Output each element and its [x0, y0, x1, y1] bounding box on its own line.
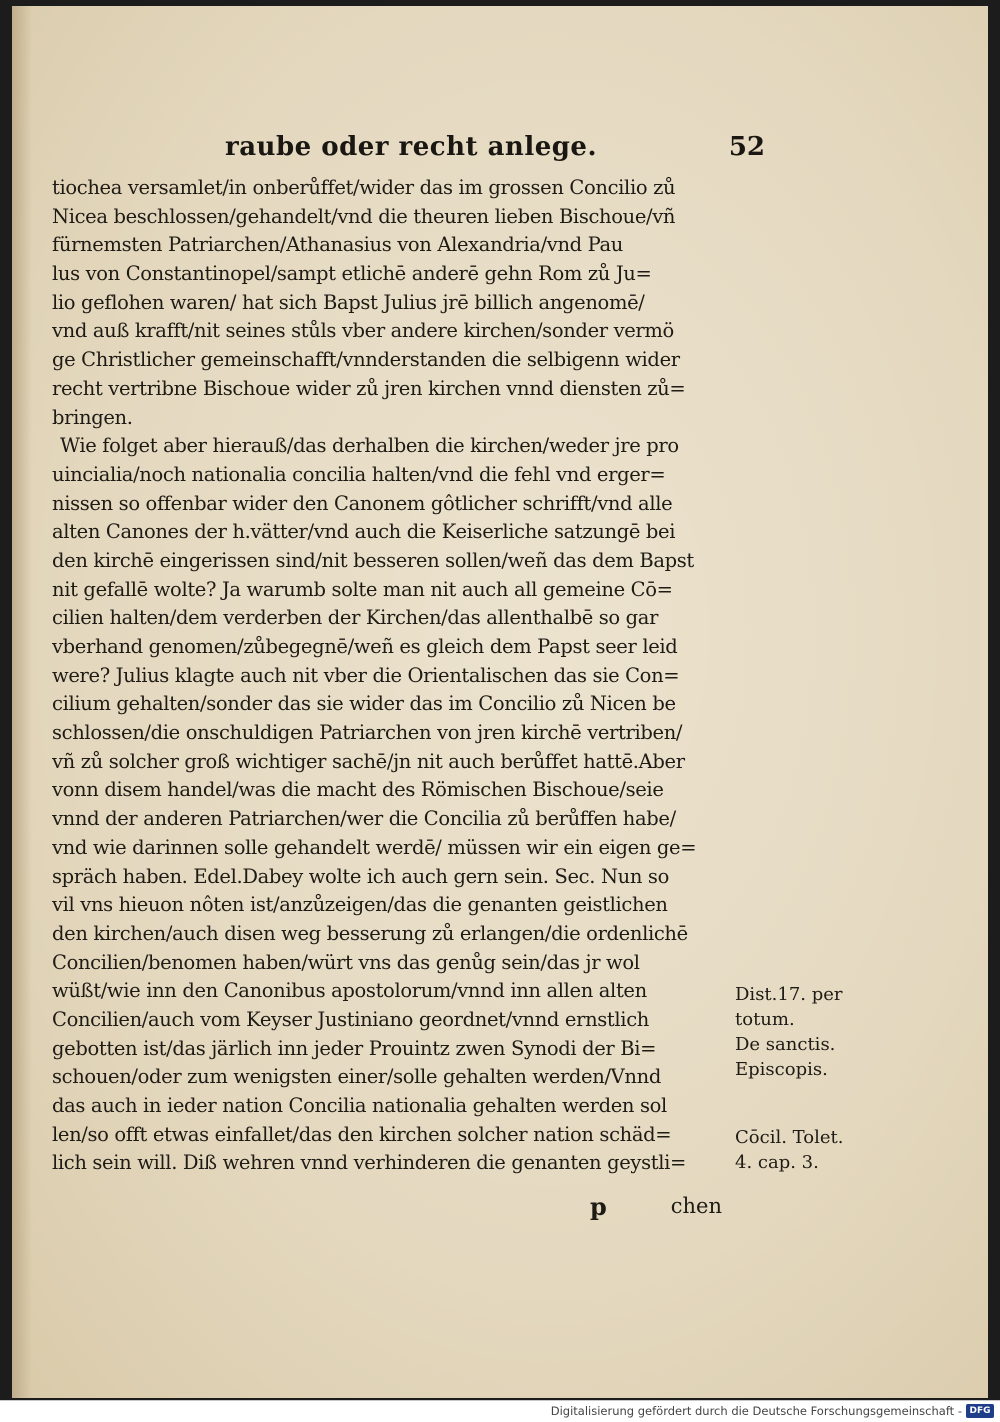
text-line: were? Julius klagte auch nit vber die Orientalischen das sie Con= — [52, 663, 680, 687]
page-header — [225, 132, 765, 172]
text-line: vonn disem handel/was die macht des Römischen Bischoue/seie — [52, 778, 664, 802]
text-line: vnnd der anderen Patriarchen/wer die Concilia zů berůffen habe/ — [52, 807, 676, 831]
text-line: Concilien/auch vom Keyser Justiniano geordnet/vnnd ernstlich — [52, 1007, 649, 1031]
text-line: das auch in ieder nation Concilia nationalia gehalten werden sol — [52, 1094, 667, 1117]
text-line: bringen. — [52, 405, 133, 429]
text-line: nit gefallē wolte? Ja warumb solte man nit auch all gemeine Cō= — [52, 577, 673, 601]
text-line: nissen so offenbar wider den Canonem gôtlicher schrifft/vnd alle — [52, 491, 673, 515]
text-line: vnd wie darinnen solle gehandelt werdē/ müssen wir ein eigen ge= — [52, 835, 697, 859]
margin-note-line: 4. cap. 3. — [735, 1152, 819, 1173]
margin-note-dist — [735, 982, 885, 1082]
text-line: lich sein will. Diß wehren vnnd verhinderen die genanten geystli= — [52, 1151, 686, 1175]
catchword: chen — [670, 1194, 722, 1218]
text-line: den kirchē eingerissen sind/nit besseren sollen/weñ das dem Bapst — [52, 548, 694, 572]
signature-mark: p — [590, 1192, 607, 1221]
catchline — [590, 1192, 740, 1222]
text-line: vnd auß krafft/nit seines stůls vber andere kirchen/sonder vermö — [52, 319, 674, 343]
text-line: spräch haben. Edel.Dabey wolte ich auch gern sein. Sec. Nun so — [52, 864, 669, 888]
text-line: alten Canones der h.vätter/vnd auch die Keiserliche satzungē bei — [52, 520, 676, 544]
funding-credit: Digitalisierung gefördert durch die Deutsche Forschungsgemeinschaft - — [550, 1404, 962, 1418]
text-line: lio geflohen waren/ hat sich Bapst Julius jrē billich angenomē/ — [52, 290, 645, 314]
text-line: ge Christlicher gemeinschafft/vnnderstanden die selbigenn wider — [52, 348, 680, 372]
digitization-footer — [0, 1400, 1000, 1422]
text-line: wüßt/wie inn den Canonibus apostolorum/vnnd inn allen alten — [52, 979, 647, 1003]
text-line: fürnemsten Patriarchen/Athanasius von Alexandria/vnd Pau — [52, 233, 624, 257]
text-line: vil vns hieuon nôten ist/anzůzeigen/das die genanten geistlichen — [52, 893, 668, 917]
margin-note-line: Episcopis. — [735, 1059, 828, 1080]
text-line: schouen/oder zum wenigsten einer/solle gehalten werden/Vnnd — [52, 1065, 661, 1089]
text-line: tiochea versamlet/in onberůffet/wider das im grossen Concilio zů — [52, 176, 676, 199]
text-line: cilium gehalten/sonder das sie wider das im Concilio zů Nicen be — [52, 692, 676, 716]
text-line: recht vertribne Bischoue wider zů jren kirchen vnnd diensten zů= — [52, 376, 686, 400]
margin-note-line: De sanctis. — [735, 1034, 836, 1055]
text-line: gebotten ist/das järlich inn jeder Prouintz zwen Synodi der Bi= — [52, 1036, 657, 1060]
dfg-logo: DFG — [966, 1404, 994, 1418]
margin-note-line: Cōcil. Tolet. — [735, 1127, 844, 1148]
text-line: cilien halten/dem verderben der Kirchen/das allenthalbē so gar — [52, 606, 659, 630]
text-line: den kirchen/auch disen weg besserung zů erlangen/die ordenlichē — [52, 921, 688, 945]
text-line: vberhand genomen/zůbegegnē/weñ es gleich dem Papst seer leid — [52, 635, 678, 658]
text-line: uincialia/noch nationalia concilia halten/vnd die fehl vnd erger= — [52, 462, 666, 486]
page-gutter-shadow — [12, 6, 32, 1398]
text-line: vñ zů solcher groß wichtiger sachē/jn nit auch berůffet hattē.Aber — [52, 749, 685, 773]
margin-note-line: totum. — [735, 1009, 795, 1030]
main-text-block — [52, 174, 742, 1178]
text-line: Concilien/benomen haben/würt vns das genůg sein/das jr wol — [52, 950, 640, 974]
margin-note-line: Dist.17. per — [735, 984, 843, 1005]
text-line: Nicea beschlossen/gehandelt/vnd die theuren lieben Bischoue/vñ — [52, 204, 676, 228]
text-line: Wie folget aber hierauß/das derhalben die kirchen/weder jre pro — [60, 434, 679, 458]
running-title: raube oder recht anlege. — [225, 132, 598, 162]
text-line: schlossen/die onschuldigen Patriarchen von jren kirchē vertriben/ — [52, 721, 683, 745]
page-number: 52 — [728, 132, 765, 162]
text-line: len/so offt etwas einfallet/das den kirchen solcher nation schäd= — [52, 1122, 672, 1146]
text-line: lus von Constantinopel/sampt etlichē anderē gehn Rom zů Ju= — [52, 262, 652, 286]
margin-note-concil — [735, 1125, 885, 1175]
